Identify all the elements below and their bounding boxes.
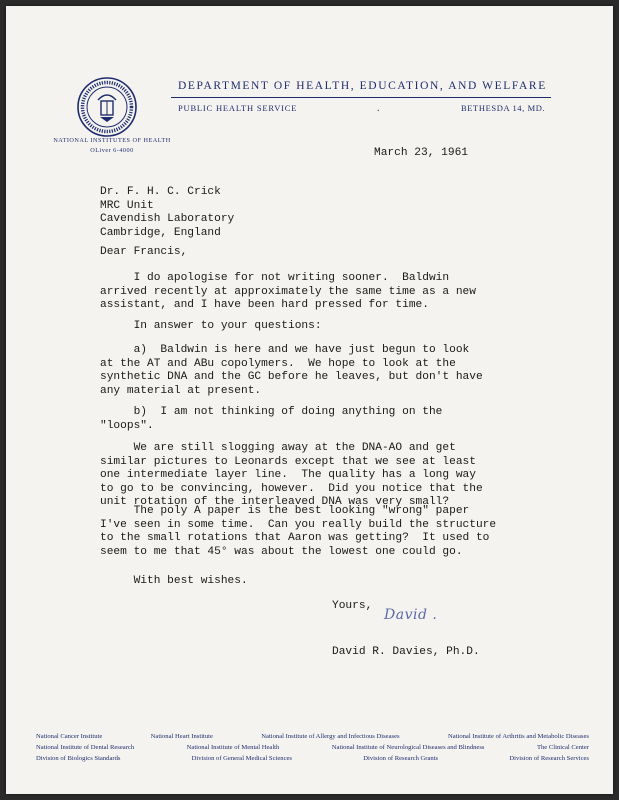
body-line: synthetic DNA and the GC before he leaves, but don't have	[100, 371, 483, 383]
footer-item: National Institute of Neurological Diseases and Blindness	[331, 744, 485, 751]
body-line: to the small rotations that Aaron was getting? It used to	[100, 532, 490, 544]
footer-item: National Institute of Allergy and Infectious Diseases	[261, 733, 400, 740]
salutation: Dear Francis,	[100, 246, 188, 258]
footer-item: National Institute of Mental Health	[186, 744, 280, 751]
footer-row	[36, 731, 589, 742]
institute-name: NATIONAL INSTITUTES OF HEALTH	[53, 137, 171, 144]
paragraph	[100, 505, 580, 559]
footer-item: Division of Research Services	[509, 755, 589, 762]
footer-item: National Institute of Dental Research	[36, 744, 135, 751]
handwritten-signature: David .	[384, 607, 438, 623]
address-line: Dr. F. H. C. Crick	[100, 186, 221, 198]
footer-row	[36, 753, 589, 764]
body-line: In answer to your questions:	[100, 320, 322, 332]
footer-item: The Clinical Center	[536, 744, 589, 751]
closing: Yours,	[332, 600, 373, 612]
paragraph	[100, 344, 580, 398]
body-line: We are still slogging away at the DNA-AO and get	[100, 442, 456, 454]
letterhead-dot: .	[377, 103, 380, 114]
location: BETHESDA 14, MD.	[461, 103, 546, 113]
body-line: "loops".	[100, 419, 154, 432]
body-line: at the AT and ABu copolymers. We hope to look at the	[100, 357, 456, 370]
body-line: one intermediate layer line. The quality has a long way	[100, 469, 476, 481]
footer-item: Division of General Medical Sciences	[191, 755, 292, 762]
body-line: arrived recently at approximately the same time as a new	[100, 285, 476, 298]
hew-seal-icon	[76, 76, 138, 138]
footer-item: National Heart Institute	[150, 733, 213, 740]
body-line: to go to be convincing, however. Did you notice that the	[100, 482, 483, 495]
body-line: assistant, and I have been hard pressed for time.	[100, 299, 429, 311]
footer-item: National Institute of Arthritis and Metabolic Diseases	[447, 733, 589, 740]
footer-row	[36, 742, 589, 753]
service-name: PUBLIC HEALTH SERVICE	[178, 103, 298, 113]
paragraph	[100, 575, 580, 589]
paragraph	[100, 320, 580, 334]
address-line: MRC Unit	[100, 199, 154, 212]
address-line: Cavendish Laboratory	[100, 213, 235, 225]
body-line: With best wishes.	[100, 575, 248, 587]
body-line: The poly A paper is the best looking "wrong" paper	[100, 505, 470, 517]
footer-item: Division of Research Grants	[363, 755, 439, 762]
body-line: I've seen in some time. Can you really build the structure	[100, 518, 497, 531]
letter-page	[6, 6, 613, 794]
letterhead-rule	[171, 97, 551, 98]
body-line: unit rotation of the interleaved DNA was very small?	[100, 496, 450, 508]
body-line: similar pictures to Leonards except that we see at least	[100, 455, 476, 468]
recipient-address	[100, 186, 234, 240]
department-heading: DEPARTMENT OF HEALTH, EDUCATION, AND WELFARE	[178, 80, 547, 92]
footer-item: National Cancer Institute	[36, 733, 103, 740]
body-line: a) Baldwin is here and we have just begun to look	[100, 344, 470, 356]
paragraph	[100, 272, 580, 313]
body-line: seem to me that 45° was about the lowest one could go.	[100, 545, 463, 558]
paragraph	[100, 406, 580, 433]
letter-date: March 23, 1961	[374, 147, 468, 159]
signer-name: David R. Davies, Ph.D.	[332, 646, 480, 658]
footer-item: Division of Biologics Standards	[36, 755, 121, 762]
address-line: Cambridge, England	[100, 226, 221, 239]
institute-block	[42, 136, 182, 156]
body-line: I do apologise for not writing sooner. Baldwin	[100, 272, 450, 284]
paragraph	[100, 442, 580, 510]
footer-institutes	[36, 731, 589, 764]
body-line: any material at present.	[100, 384, 262, 397]
body-line: b) I am not thinking of doing anything on the	[100, 406, 443, 418]
institute-phone: OLiver 6-4000	[90, 147, 134, 154]
